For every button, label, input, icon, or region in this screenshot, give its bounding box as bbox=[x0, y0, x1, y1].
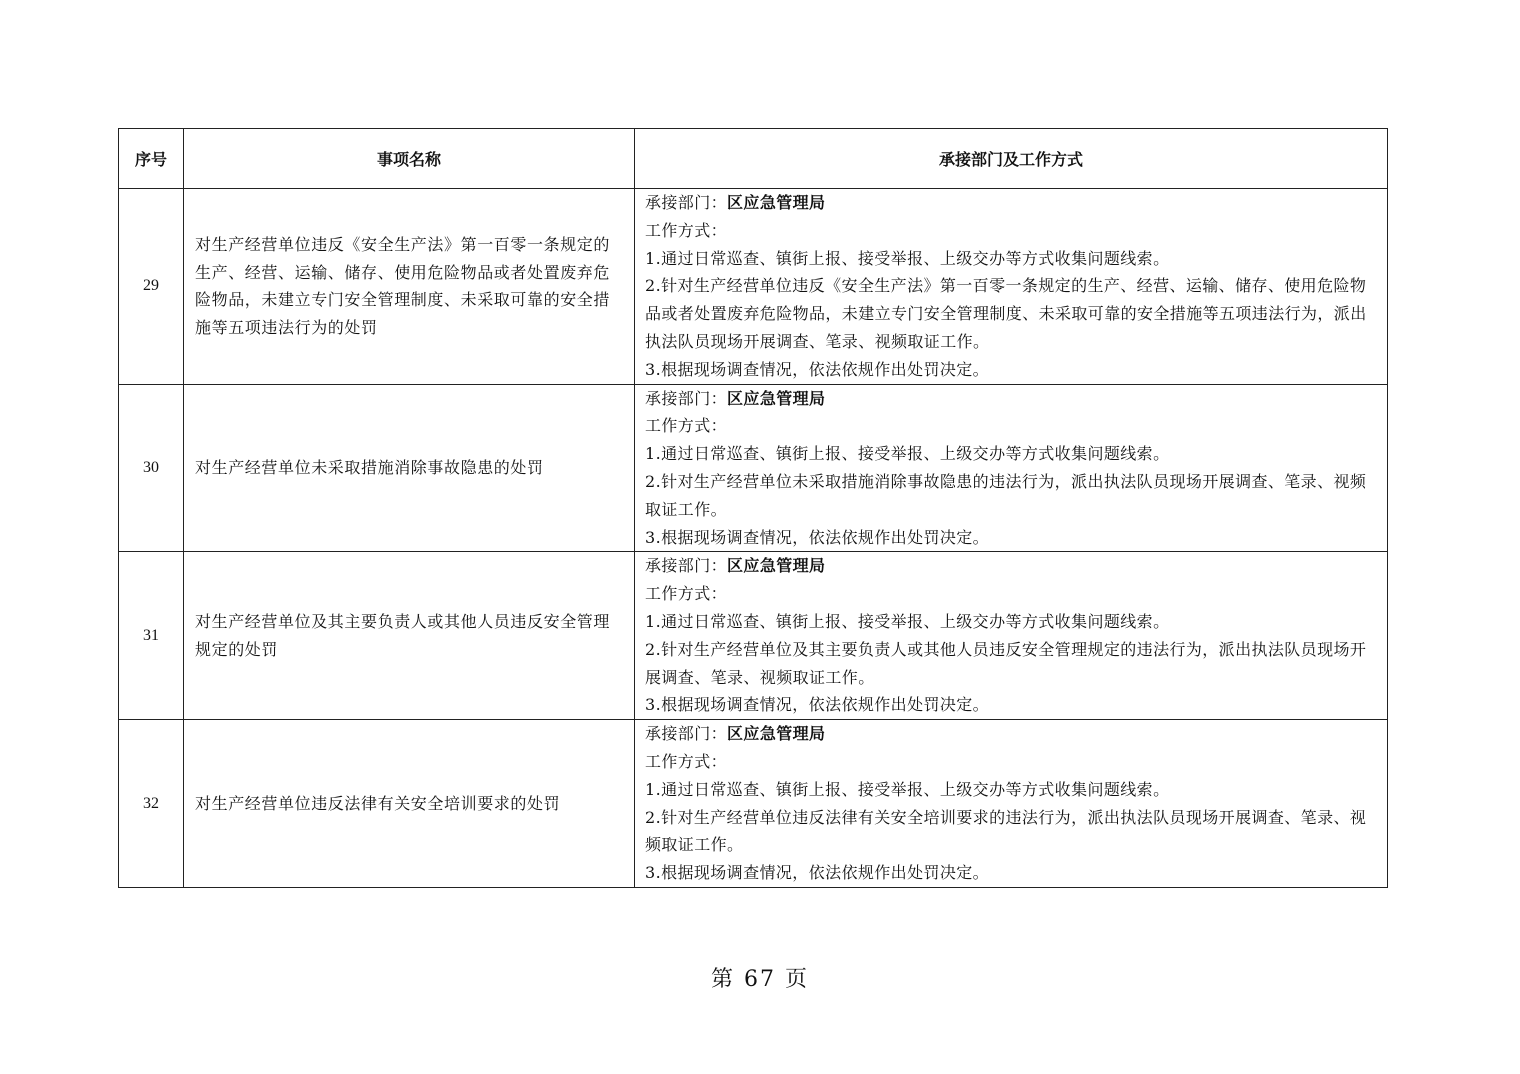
department-value: 区应急管理局 bbox=[727, 193, 826, 212]
header-department-method: 承接部门及工作方式 bbox=[635, 129, 1388, 189]
row-department-method bbox=[635, 720, 1388, 888]
department-label: 承接部门： bbox=[645, 556, 728, 576]
work-step: 1.通过日常巡查、镇街上报、接受举报、上级交办等方式收集问题线索。 bbox=[645, 444, 1170, 464]
page-number: 第 67 页 bbox=[711, 967, 809, 992]
table-row bbox=[119, 189, 1388, 385]
work-step: 2.针对生产经营单位未采取措施消除事故隐患的违法行为，派出执法队员现场开展调查、笔录、视频取证工作。 bbox=[645, 471, 1367, 519]
work-method-label: 工作方式： bbox=[645, 220, 728, 240]
department-line bbox=[645, 720, 1379, 748]
row-department-method bbox=[635, 552, 1388, 720]
table-header-row bbox=[119, 129, 1388, 189]
work-step: 1.通过日常巡查、镇街上报、接受举报、上级交办等方式收集问题线索。 bbox=[645, 248, 1170, 268]
work-step: 1.通过日常巡查、镇街上报、接受举报、上级交办等方式收集问题线索。 bbox=[645, 611, 1170, 631]
matters-table bbox=[118, 128, 1388, 888]
work-step: 2.针对生产经营单位违反法律有关安全培训要求的违法行为，派出执法队员现场开展调查、笔录、视频取证工作。 bbox=[645, 807, 1367, 855]
work-step: 3.根据现场调查情况，依法依规作出处罚决定。 bbox=[645, 527, 990, 547]
department-label: 承接部门： bbox=[645, 724, 728, 744]
work-method-label: 工作方式： bbox=[645, 416, 728, 436]
table-row bbox=[119, 720, 1388, 888]
row-serial-number: 29 bbox=[119, 189, 184, 385]
department-value: 区应急管理局 bbox=[727, 556, 826, 576]
table-row bbox=[119, 384, 1388, 552]
work-step: 3.根据现场调查情况，依法依规作出处罚决定。 bbox=[645, 695, 990, 715]
table-row bbox=[119, 552, 1388, 720]
department-value: 区应急管理局 bbox=[727, 388, 826, 408]
row-department-method bbox=[635, 189, 1388, 385]
header-serial-number: 序号 bbox=[119, 129, 184, 189]
department-value: 区应急管理局 bbox=[727, 724, 826, 744]
row-serial-number: 31 bbox=[119, 552, 184, 720]
work-step: 1.通过日常巡查、镇街上报、接受举报、上级交办等方式收集问题线索。 bbox=[645, 779, 1170, 799]
department-label: 承接部门： bbox=[645, 388, 728, 408]
work-method-label: 工作方式： bbox=[645, 584, 728, 604]
row-serial-number: 30 bbox=[119, 384, 184, 552]
row-department-method bbox=[635, 384, 1388, 552]
row-matter-name: 对生产经营单位及其主要负责人或其他人员违反安全管理规定的处罚 bbox=[184, 552, 635, 720]
work-step: 2.针对生产经营单位及其主要负责人或其他人员违反安全管理规定的违法行为，派出执法队员现场开展调查、笔录、视频取证工作。 bbox=[645, 639, 1367, 687]
row-matter-name: 对生产经营单位未采取措施消除事故隐患的处罚 bbox=[184, 384, 635, 552]
row-matter-name: 对生产经营单位违反法律有关安全培训要求的处罚 bbox=[184, 720, 635, 888]
department-line bbox=[645, 385, 1379, 413]
row-serial-number: 32 bbox=[119, 720, 184, 888]
work-step: 3.根据现场调查情况，依法依规作出处罚决定。 bbox=[645, 863, 990, 883]
department-label: 承接部门： bbox=[645, 193, 728, 212]
header-matter-name: 事项名称 bbox=[184, 129, 635, 189]
department-line bbox=[645, 189, 1379, 217]
row-matter-name: 对生产经营单位违反《安全生产法》第一百零一条规定的生产、经营、运输、储存、使用危险物品或者处置废弃危险物品，未建立专门安全管理制度、未采取可靠的安全措施等五项违法行为的处罚 bbox=[184, 189, 635, 385]
work-step: 2.针对生产经营单位违反《安全生产法》第一百零一条规定的生产、经营、运输、储存、使用危险物品或者处置废弃危险物品，未建立专门安全管理制度、未采取可靠的安全措施等五项违法行为，派出执法队员现场开展调查、笔录、视频取证工作。 bbox=[645, 276, 1367, 351]
department-line bbox=[645, 552, 1379, 580]
work-step: 3.根据现场调查情况，依法依规作出处罚决定。 bbox=[645, 359, 990, 379]
work-method-label: 工作方式： bbox=[645, 751, 728, 771]
